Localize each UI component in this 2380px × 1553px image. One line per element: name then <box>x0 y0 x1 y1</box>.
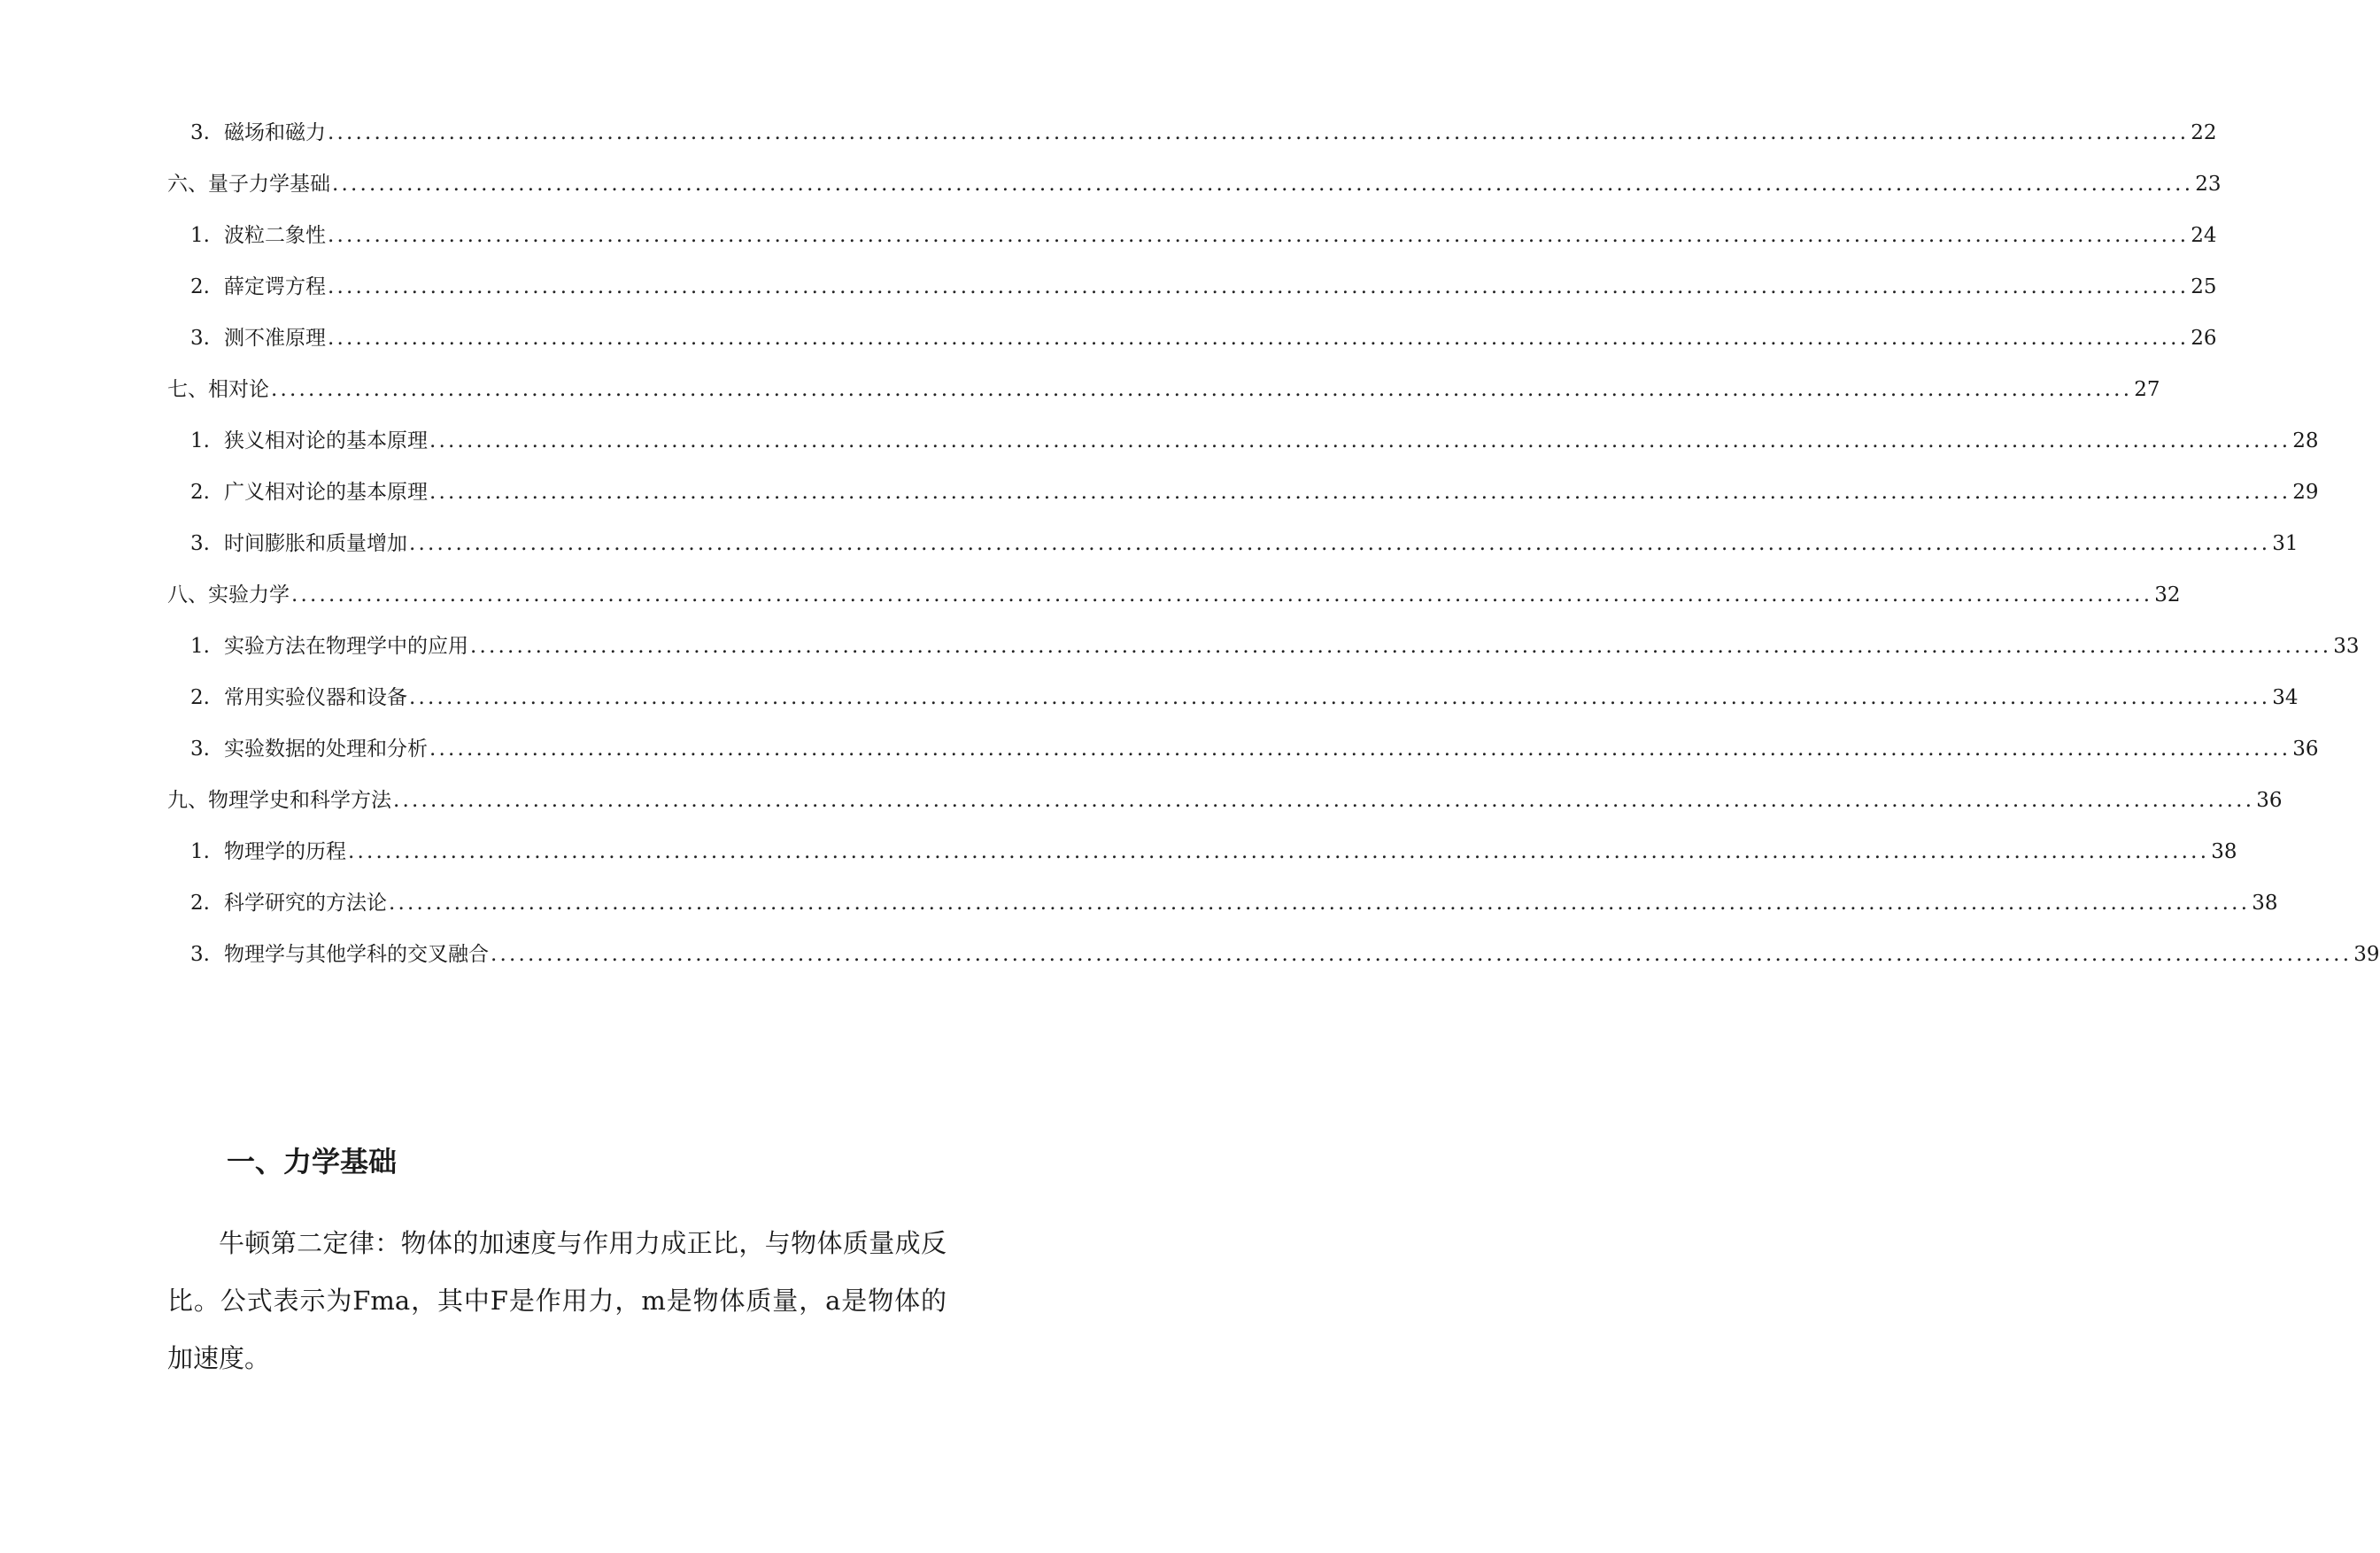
toc-entry-title: 波粒二象性 <box>224 224 326 247</box>
toc-entry-title: 时间膨胀和质量增加 <box>224 532 407 555</box>
toc-entry-page: 22 <box>2191 121 2217 144</box>
toc-leader-dots: ........................................................................................................................................................................................................ <box>429 738 2291 761</box>
toc-entry-title: 七、相对论 <box>167 378 269 401</box>
toc-entry-title: 磁场和磁力 <box>224 121 326 144</box>
toc-leader-dots: ........................................................................................................................................................................................................ <box>389 892 2251 915</box>
toc-entry[interactable] <box>190 630 2360 662</box>
body-paragraph: 牛顿第二定律：物体的加速度与作用力成正比，与物体质量成反比。公式表示为Fma，其中F是作用力，m是物体质量，a是物体的加速度。 <box>167 1228 947 1373</box>
toc-entry-page: 39 <box>2353 943 2380 966</box>
toc-leader-dots: ........................................................................................................................................................................................................ <box>409 686 2271 709</box>
toc-entry[interactable] <box>190 682 2299 714</box>
toc-entry-page: 38 <box>2252 892 2278 915</box>
toc-leader-dots: ........................................................................................................................................................................................................ <box>470 635 2332 658</box>
toc-entry-title: 实验数据的处理和分析 <box>224 738 428 761</box>
toc-entry-page: 32 <box>2154 583 2181 607</box>
toc-leader-dots: ........................................................................................................................................................................................................ <box>429 481 2291 504</box>
toc-leader-dots: ........................................................................................................................................................................................................ <box>348 840 2210 863</box>
toc-entry-page: 31 <box>2272 532 2299 555</box>
toc-entry-title: 物理学的历程 <box>224 840 346 863</box>
toc-entry[interactable] <box>167 168 2222 200</box>
toc-entry-title: 广义相对论的基本原理 <box>224 481 428 504</box>
toc-entry-number: 3. <box>190 327 210 350</box>
toc-leader-dots: ........................................................................................................................................................................................................ <box>328 121 2190 144</box>
toc-entry-title: 八、实验力学 <box>167 583 290 607</box>
toc-entry-title: 测不准原理 <box>224 327 326 350</box>
toc-entry-title: 六、量子力学基础 <box>167 173 330 196</box>
toc-leader-dots: ........................................................................................................................................................................................................ <box>393 789 2255 812</box>
toc-leader-dots: ........................................................................................................................................................................................................ <box>328 275 2190 298</box>
toc-entry-page: 28 <box>2292 429 2319 452</box>
toc-entry[interactable] <box>190 939 2380 970</box>
toc-entry[interactable] <box>190 528 2299 560</box>
toc-entry-page: 36 <box>2256 789 2283 812</box>
toc-entry[interactable] <box>190 322 2217 354</box>
toc-entry[interactable] <box>190 476 2319 508</box>
toc-entry-number: 3. <box>190 943 210 966</box>
toc-entry-number: 2. <box>190 892 210 915</box>
toc-entry-number: 1. <box>190 224 210 247</box>
toc-entry-title: 实验方法在物理学中的应用 <box>224 635 468 658</box>
toc-entry-page: 29 <box>2292 481 2319 504</box>
toc-entry[interactable] <box>190 425 2319 457</box>
toc-entry-title: 狭义相对论的基本原理 <box>224 429 428 452</box>
toc-entry[interactable] <box>190 271 2217 303</box>
toc-entry-number: 3. <box>190 532 210 555</box>
toc-entry-page: 26 <box>2191 327 2217 350</box>
toc-entry-number: 1. <box>190 840 210 863</box>
section-heading: 一、力学基础 <box>227 1145 398 1178</box>
toc-entry-number: 2. <box>190 275 210 298</box>
toc-entry-page: 23 <box>2195 173 2222 196</box>
toc-entry-number: 3. <box>190 738 210 761</box>
toc-entry-number: 1. <box>190 635 210 658</box>
toc-entry[interactable] <box>167 579 2181 611</box>
toc-entry-page: 33 <box>2333 635 2360 658</box>
toc-entry-number: 2. <box>190 686 210 709</box>
toc-entry-page: 24 <box>2191 224 2217 247</box>
toc-leader-dots: ........................................................................................................................................................................................................ <box>491 943 2353 966</box>
toc-leader-dots: ........................................................................................................................................................................................................ <box>328 327 2190 350</box>
toc-leader-dots: ........................................................................................................................................................................................................ <box>291 583 2153 607</box>
toc-entry-title: 物理学与其他学科的交叉融合 <box>224 943 489 966</box>
toc-entry-number: 3. <box>190 121 210 144</box>
toc-entry-page: 25 <box>2191 275 2217 298</box>
toc-entry-title: 常用实验仪器和设备 <box>224 686 407 709</box>
toc-entry[interactable] <box>190 836 2237 868</box>
toc-entry[interactable] <box>190 887 2278 919</box>
toc-entry[interactable] <box>190 220 2217 251</box>
toc-entry-page: 27 <box>2134 378 2160 401</box>
toc-entry-title: 科学研究的方法论 <box>224 892 387 915</box>
toc-leader-dots: ........................................................................................................................................................................................................ <box>409 532 2271 555</box>
toc-entry-number: 1. <box>190 429 210 452</box>
toc-entry-page: 34 <box>2272 686 2299 709</box>
toc-leader-dots: ........................................................................................................................................................................................................ <box>271 378 2133 401</box>
toc-entry-page: 36 <box>2292 738 2319 761</box>
toc-leader-dots: ........................................................................................................................................................................................................ <box>429 429 2291 452</box>
toc-entry-title: 九、物理学史和科学方法 <box>167 789 391 812</box>
toc-entry[interactable] <box>167 784 2283 816</box>
toc-entry[interactable] <box>190 733 2319 765</box>
toc-leader-dots: ........................................................................................................................................................................................................ <box>332 173 2194 196</box>
toc-leader-dots: ........................................................................................................................................................................................................ <box>328 224 2190 247</box>
toc-entry[interactable] <box>167 374 2160 406</box>
toc-entry-number: 2. <box>190 481 210 504</box>
toc-entry[interactable] <box>190 117 2217 149</box>
toc-entry-title: 薛定谔方程 <box>224 275 326 298</box>
toc-entry-page: 38 <box>2211 840 2237 863</box>
